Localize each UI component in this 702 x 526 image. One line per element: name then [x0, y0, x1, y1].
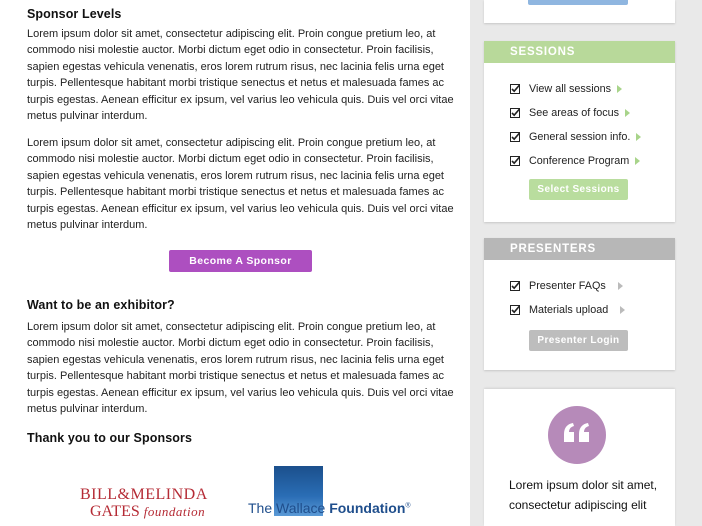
checkbox-checked-icon	[510, 132, 520, 142]
presenters-panel-title: PRESENTERS	[484, 238, 675, 260]
gates-foundation-logo[interactable]	[80, 486, 238, 522]
sessions-item-conference-program[interactable]	[510, 149, 641, 173]
sessions-panel	[484, 41, 675, 222]
become-sponsor-button[interactable]: Become A Sponsor	[169, 250, 312, 272]
gates-logo-foundation: foundation	[143, 504, 206, 519]
chevron-right-icon	[618, 282, 623, 290]
presenters-item-materials-upload[interactable]	[510, 298, 625, 322]
chevron-right-icon	[617, 85, 622, 93]
select-sessions-button[interactable]: Select Sessions	[529, 179, 628, 200]
thank-you-heading: Thank you to our Sponsors	[27, 431, 193, 445]
checkbox-checked-icon	[510, 305, 520, 315]
presenters-item-label: Presenter FAQs	[529, 280, 606, 292]
gates-logo-line1: BILL&MELINDA	[80, 486, 208, 503]
wallace-logo-text	[248, 500, 411, 516]
presenter-login-button[interactable]: Presenter Login	[529, 330, 628, 351]
testimonial-text: Lorem ipsum dolor sit amet, consectetur adipiscing elit	[509, 478, 658, 512]
presenters-item-faqs[interactable]	[510, 274, 625, 298]
wallace-logo-name: The Wallace	[248, 500, 326, 516]
wallace-foundation-logo[interactable]	[248, 466, 411, 526]
sessions-list	[510, 77, 641, 173]
quote-icon	[548, 406, 606, 464]
exhibitor-paragraph: Lorem ipsum dolor sit amet, consectetur adipiscing elit. Proin congue pretium leo, at commodo nisi molestie auctor. Morbi dictum eget odio in consectetur. Proin facilisis, sapien egestas vehicula venenatis, eros lorem rutrum risus, nec lacinia felis urna eget turpis. Pellentesque habitant morbi tristique senectus et netus et malesuada fames ac turpis egestas. Aenean efficitur ex ipsum, vel varius leo vehicula quis. Duis vel orci vitae metus pulvinar interdum.	[27, 321, 454, 416]
checkbox-checked-icon	[510, 108, 520, 118]
sponsor-levels-paragraph-1: Lorem ipsum dolor sit amet, consectetur adipiscing elit. Proin congue pretium leo, at commodo nisi molestie auctor. Morbi dictum eget odio in consectetur. Proin facilisis, sapien egestas vehicula venenatis, eros lorem rutrum risus, nec lacinia felis urna eget turpis. Pellentesque habitant morbi tristique senectus et netus et malesuada fames ac turpis egestas. Aenean efficitur ex ipsum, vel varius leo vehicula quis. Duis vel orci vitae metus pulvinar interdum.	[27, 28, 454, 123]
checkbox-checked-icon	[510, 156, 520, 166]
sponsor-levels-paragraph-2: Lorem ipsum dolor sit amet, consectetur adipiscing elit. Proin congue pretium leo, at commodo nisi molestie auctor. Morbi dictum eget odio in consectetur. Proin facilisis, sapien egestas vehicula venenatis, eros lorem rutrum risus, nec lacinia felis urna eget turpis. Pellentesque habitant morbi tristique senectus et netus et malesuada fames ac turpis egestas. Aenean efficitur ex ipsum, vel varius leo vehicula quis. Duis vel orci vitae metus pulvinar interdum.	[27, 137, 454, 232]
sidebar-top-panel	[484, 0, 675, 23]
presenters-panel	[484, 238, 675, 370]
sessions-panel-title: SESSIONS	[484, 41, 675, 63]
sessions-item-label: View all sessions	[529, 83, 612, 95]
sessions-item-label: Conference Program	[529, 155, 630, 167]
sessions-item-view-all[interactable]	[510, 77, 641, 101]
exhibitor-heading: Want to be an exhibitor?	[27, 298, 175, 312]
gates-logo-name: GATES	[90, 503, 140, 520]
chevron-right-icon	[625, 109, 630, 117]
sessions-item-label: General session info.	[529, 131, 631, 143]
checkbox-checked-icon	[510, 281, 520, 291]
quote-glyph	[548, 406, 606, 464]
wallace-logo-foundation: Foundation	[329, 500, 406, 516]
sessions-item-areas-of-focus[interactable]	[510, 101, 641, 125]
gates-logo-line2	[80, 503, 238, 520]
presenters-item-label: Materials upload	[529, 304, 609, 316]
sessions-item-label: See areas of focus	[529, 107, 620, 119]
chevron-right-icon	[635, 157, 640, 165]
wallace-logo-registered: ®	[405, 502, 411, 510]
sessions-item-general-info[interactable]	[510, 125, 641, 149]
testimonial-panel	[484, 389, 675, 526]
chevron-right-icon	[620, 306, 625, 314]
top-panel-button[interactable]	[528, 0, 628, 5]
checkbox-checked-icon	[510, 84, 520, 94]
chevron-right-icon	[636, 133, 641, 141]
presenters-list	[510, 274, 625, 322]
sponsor-levels-heading: Sponsor Levels	[27, 7, 122, 21]
